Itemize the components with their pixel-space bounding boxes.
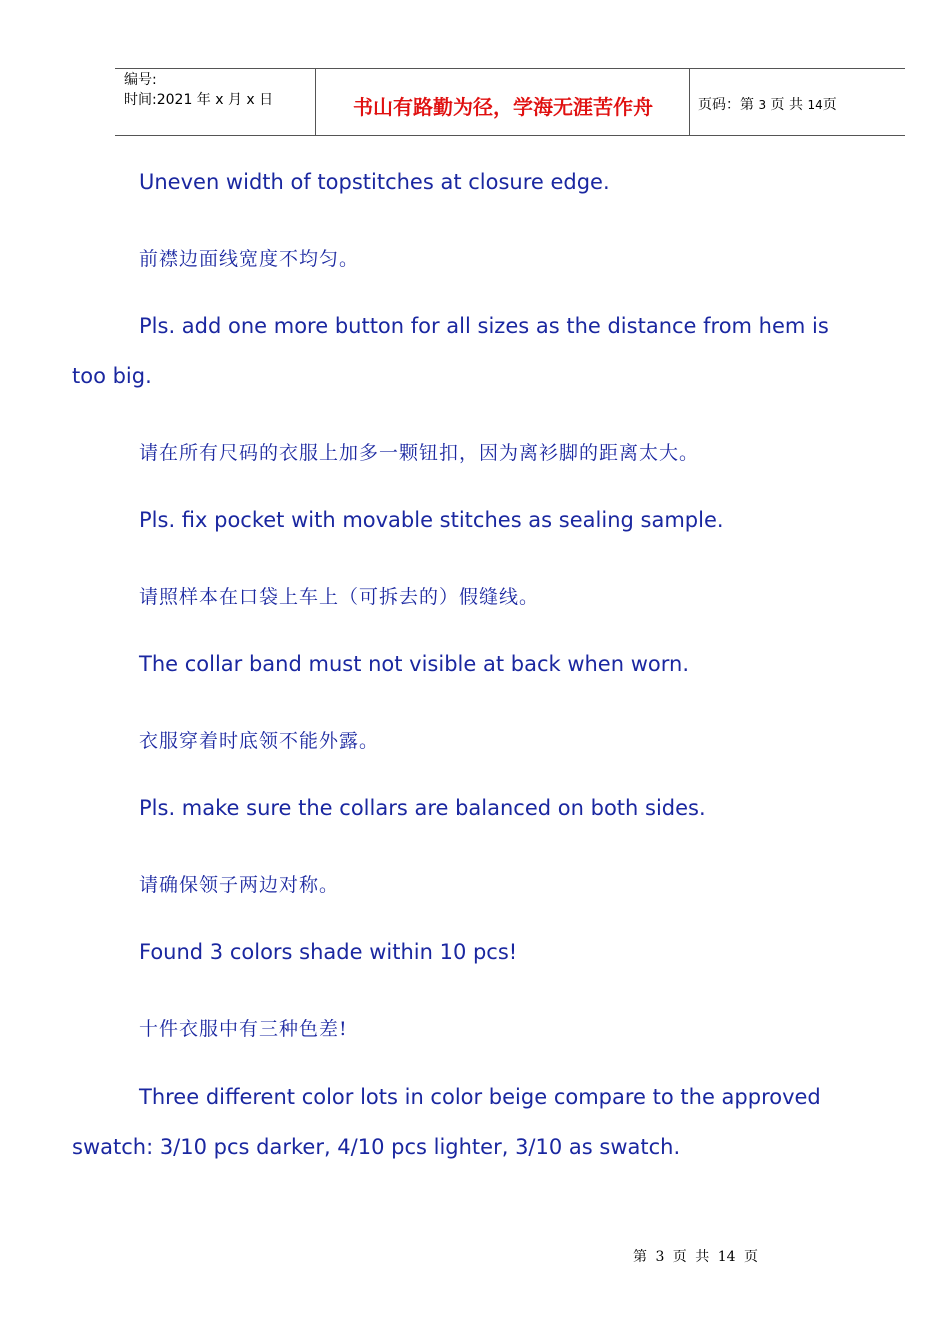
paragraph-en-continued: too big. bbox=[72, 364, 152, 388]
time-label: 时间:2021 年 x 月 x 日 bbox=[124, 92, 274, 108]
paragraph-en: Three different color lots in color beige compare to the approved bbox=[139, 1085, 821, 1109]
header-meta bbox=[124, 70, 273, 110]
serial-label: 编号: bbox=[124, 72, 157, 88]
page-prefix: 页码：第 bbox=[698, 97, 754, 113]
paragraph-zh: 十件衣服中有三种色差! bbox=[139, 1018, 348, 1040]
paragraph-zh: 衣服穿着时底领不能外露。 bbox=[139, 730, 380, 752]
header-page-number bbox=[698, 94, 837, 114]
header-divider bbox=[689, 69, 690, 136]
page-footer: 第 3 页 共 14 页 bbox=[633, 1249, 758, 1265]
paragraph-zh: 请确保领子两边对称。 bbox=[139, 874, 340, 896]
header-motto: 书山有路勤为径，学海无涯苦作舟 bbox=[353, 95, 653, 119]
paragraph-en: Pls. add one more button for all sizes as the distance from hem is bbox=[139, 314, 829, 338]
page-mid: 页 共 bbox=[770, 97, 803, 113]
paragraph-zh: 请照样本在口袋上车上（可拆去的）假缝线。 bbox=[139, 586, 540, 608]
paragraph-zh: 前襟边面线宽度不均匀。 bbox=[139, 248, 360, 270]
page-header bbox=[115, 68, 905, 136]
paragraph-en-continued: swatch: 3/10 pcs darker, 4/10 pcs lighter, 3/10 as swatch. bbox=[72, 1135, 681, 1159]
page-current: 3 bbox=[758, 98, 767, 112]
paragraph-en: Found 3 colors shade within 10 pcs! bbox=[139, 940, 518, 964]
header-divider bbox=[315, 69, 316, 136]
paragraph-zh: 请在所有尺码的衣服上加多一颗钮扣，因为离衫脚的距离太大。 bbox=[139, 442, 700, 464]
page-suffix: 页 bbox=[822, 97, 837, 113]
page-total: 14 bbox=[807, 98, 823, 112]
paragraph-en: Uneven width of topstitches at closure edge. bbox=[139, 170, 610, 194]
paragraph-en: The collar band must not visible at back when worn. bbox=[139, 652, 689, 676]
paragraph-en: Pls. fix pocket with movable stitches as sealing sample. bbox=[139, 508, 724, 532]
paragraph-en: Pls. make sure the collars are balanced on both sides. bbox=[139, 796, 706, 820]
